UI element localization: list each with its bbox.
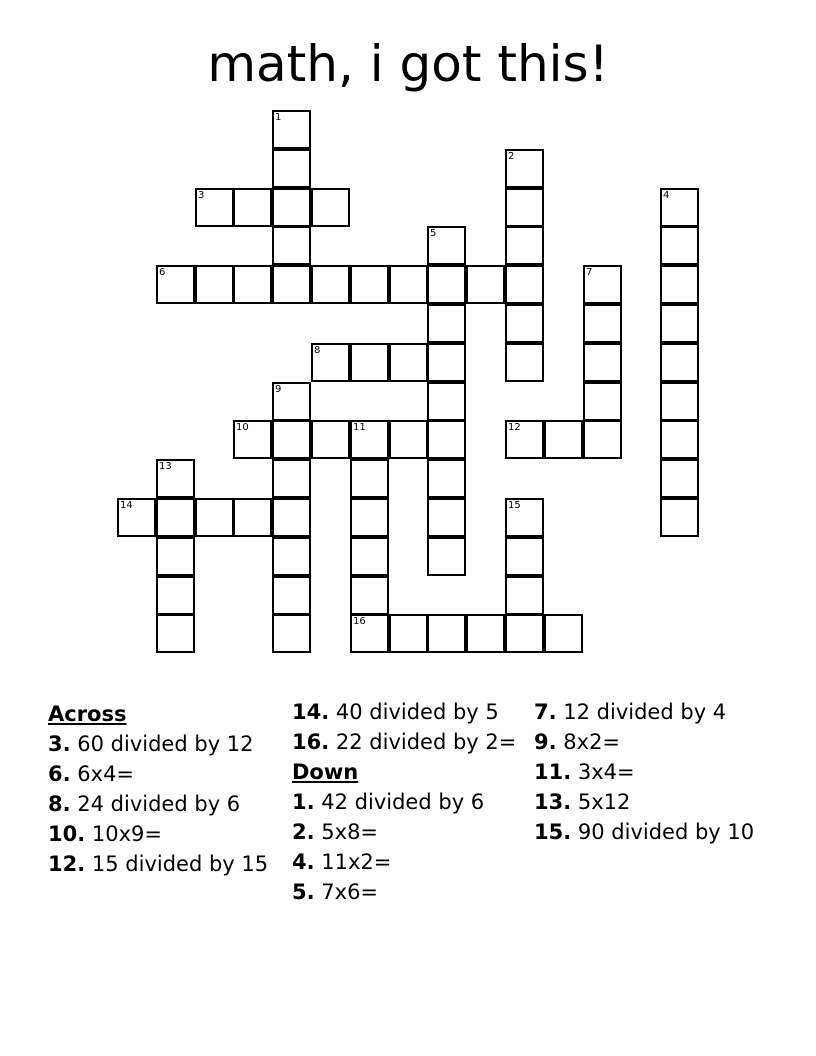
grid-cell[interactable] <box>389 614 428 653</box>
grid-cell[interactable] <box>583 343 622 382</box>
clue-item <box>292 880 522 905</box>
grid-cell[interactable] <box>583 304 622 343</box>
grid-cell[interactable] <box>389 420 428 459</box>
clue-item <box>48 762 278 787</box>
clue-item <box>292 790 522 815</box>
grid-cell[interactable] <box>427 382 466 421</box>
grid-cell[interactable] <box>272 110 311 149</box>
clue-number: 1. <box>292 790 315 814</box>
grid-cell[interactable] <box>505 498 544 537</box>
clue-text: 5x12 <box>577 790 631 814</box>
clue-item <box>534 760 764 785</box>
grid-cell[interactable] <box>233 420 272 459</box>
clue-number: 15. <box>534 820 572 844</box>
clue-number: 10. <box>48 822 86 846</box>
grid-cell[interactable] <box>427 459 466 498</box>
clue-number-label: 2 <box>508 151 515 162</box>
grid-cell[interactable] <box>505 226 544 265</box>
grid-cell[interactable] <box>389 343 428 382</box>
grid-cell[interactable] <box>350 576 389 615</box>
grid-cell[interactable] <box>156 498 195 537</box>
grid-cell[interactable] <box>427 614 466 653</box>
grid-cell[interactable] <box>660 265 699 304</box>
grid-cell[interactable] <box>660 304 699 343</box>
grid-cell[interactable] <box>195 498 234 537</box>
clue-item <box>48 852 278 877</box>
clue-number-label: 13 <box>159 461 172 472</box>
clue-section-heading: Across <box>48 702 127 726</box>
grid-cell[interactable] <box>156 576 195 615</box>
grid-cell[interactable] <box>544 420 583 459</box>
clue-number: 13. <box>534 790 572 814</box>
clue-text: 90 divided by 10 <box>577 820 755 844</box>
clue-text: 60 divided by 12 <box>77 732 254 756</box>
clue-text: 42 divided by 6 <box>321 790 485 814</box>
grid-cell[interactable] <box>389 265 428 304</box>
clue-text: 3x4= <box>577 760 635 784</box>
clue-item <box>534 820 764 845</box>
grid-cell[interactable] <box>427 420 466 459</box>
grid-cell[interactable] <box>233 498 272 537</box>
clue-text: 22 divided by 2= <box>335 730 517 754</box>
clue-number-label: 9 <box>275 384 282 395</box>
clue-number: 3. <box>48 732 71 756</box>
clue-number: 7. <box>534 700 557 724</box>
clue-item <box>292 700 522 725</box>
grid-cell[interactable] <box>195 265 234 304</box>
clue-column-2 <box>292 700 522 910</box>
grid-cell[interactable] <box>505 149 544 188</box>
grid-cell[interactable] <box>505 420 544 459</box>
clue-number: 9. <box>534 730 557 754</box>
grid-cell[interactable] <box>505 304 544 343</box>
clue-text: 24 divided by 6 <box>77 792 241 816</box>
clue-text: 5x8= <box>321 820 379 844</box>
grid-cell[interactable] <box>660 188 699 227</box>
grid-cell[interactable] <box>660 343 699 382</box>
grid-cell[interactable] <box>427 226 466 265</box>
clue-number-label: 1 <box>275 112 282 123</box>
grid-cell[interactable] <box>272 537 311 576</box>
puzzle-title: math, i got this! <box>207 35 609 93</box>
grid-cell[interactable] <box>272 382 311 421</box>
grid-cell[interactable] <box>233 188 272 227</box>
grid-cell[interactable] <box>544 614 583 653</box>
clue-number-label: 6 <box>159 267 166 278</box>
clue-number: 12. <box>48 852 86 876</box>
grid-cell[interactable] <box>311 188 350 227</box>
clue-number: 2. <box>292 820 315 844</box>
grid-cell[interactable] <box>660 382 699 421</box>
grid-cell[interactable] <box>427 265 466 304</box>
clue-item <box>292 730 522 755</box>
clue-item <box>48 732 278 757</box>
grid-cell[interactable] <box>272 498 311 537</box>
grid-cell[interactable] <box>311 420 350 459</box>
grid-cell[interactable] <box>195 188 234 227</box>
grid-cell[interactable] <box>466 614 505 653</box>
clue-number-label: 7 <box>586 267 593 278</box>
grid-cell[interactable] <box>427 537 466 576</box>
clue-number-label: 11 <box>353 422 366 433</box>
clue-number-label: 12 <box>508 422 521 433</box>
grid-cell[interactable] <box>660 420 699 459</box>
clue-item <box>48 822 278 847</box>
clue-number: 6. <box>48 762 71 786</box>
grid-cell[interactable] <box>660 498 699 537</box>
grid-cell[interactable] <box>272 576 311 615</box>
grid-cell[interactable] <box>583 420 622 459</box>
grid-cell[interactable] <box>660 226 699 265</box>
grid-cell[interactable] <box>505 537 544 576</box>
grid-cell[interactable] <box>505 188 544 227</box>
clue-column-1 <box>48 700 278 882</box>
clue-number-label: 14 <box>120 500 133 511</box>
grid-cell[interactable] <box>427 304 466 343</box>
grid-cell[interactable] <box>505 343 544 382</box>
clue-number-label: 3 <box>198 190 205 201</box>
clue-text: 40 divided by 5 <box>335 700 499 724</box>
grid-cell[interactable] <box>505 614 544 653</box>
clue-number-label: 16 <box>353 616 366 627</box>
grid-cell[interactable] <box>272 265 311 304</box>
clue-number: 4. <box>292 850 315 874</box>
grid-cell[interactable] <box>583 382 622 421</box>
clue-column-3 <box>534 700 764 850</box>
clue-text: 6x4= <box>77 762 135 786</box>
clue-item <box>534 790 764 815</box>
grid-cell[interactable] <box>505 265 544 304</box>
grid-cell[interactable] <box>233 265 272 304</box>
clue-number-label: 8 <box>314 345 321 356</box>
grid-cell[interactable] <box>350 537 389 576</box>
grid-cell[interactable] <box>272 149 311 188</box>
grid-cell[interactable] <box>272 188 311 227</box>
clue-item <box>48 792 278 817</box>
grid-cell[interactable] <box>272 459 311 498</box>
grid-cell[interactable] <box>156 265 195 304</box>
clue-number-label: 4 <box>663 190 670 201</box>
clue-text: 8x2= <box>563 730 621 754</box>
grid-cell[interactable] <box>350 614 389 653</box>
clue-item <box>292 820 522 845</box>
clue-number-label: 15 <box>508 500 521 511</box>
grid-cell[interactable] <box>427 498 466 537</box>
grid-cell[interactable] <box>156 614 195 653</box>
clue-text: 12 divided by 4 <box>563 700 727 724</box>
clue-text: 15 divided by 15 <box>91 852 269 876</box>
clue-number: 11. <box>534 760 572 784</box>
clue-item <box>292 850 522 875</box>
clue-item <box>534 700 764 725</box>
grid-cell[interactable] <box>350 498 389 537</box>
clue-number-label: 10 <box>236 422 249 433</box>
grid-cell[interactable] <box>660 459 699 498</box>
clue-number-label: 5 <box>430 228 437 239</box>
grid-cell[interactable] <box>156 537 195 576</box>
grid-cell[interactable] <box>466 265 505 304</box>
clue-number: 14. <box>292 700 330 724</box>
grid-cell[interactable] <box>156 459 195 498</box>
grid-cell[interactable] <box>350 265 389 304</box>
grid-cell[interactable] <box>350 420 389 459</box>
grid-cell[interactable] <box>272 226 311 265</box>
clue-item <box>534 730 764 755</box>
grid-cell[interactable] <box>350 343 389 382</box>
clue-text: 7x6= <box>321 880 379 904</box>
clue-text: 10x9= <box>91 822 162 846</box>
grid-cell[interactable] <box>117 498 156 537</box>
clue-number: 8. <box>48 792 71 816</box>
grid-cell[interactable] <box>505 576 544 615</box>
grid-cell[interactable] <box>311 343 350 382</box>
clue-number: 16. <box>292 730 330 754</box>
grid-cell[interactable] <box>350 459 389 498</box>
grid-cell[interactable] <box>272 614 311 653</box>
clue-section-heading: Down <box>292 760 359 784</box>
grid-cell[interactable] <box>583 265 622 304</box>
clue-number: 5. <box>292 880 315 904</box>
grid-cell[interactable] <box>427 343 466 382</box>
clue-text: 11x2= <box>321 850 392 874</box>
grid-cell[interactable] <box>311 265 350 304</box>
grid-cell[interactable] <box>272 420 311 459</box>
